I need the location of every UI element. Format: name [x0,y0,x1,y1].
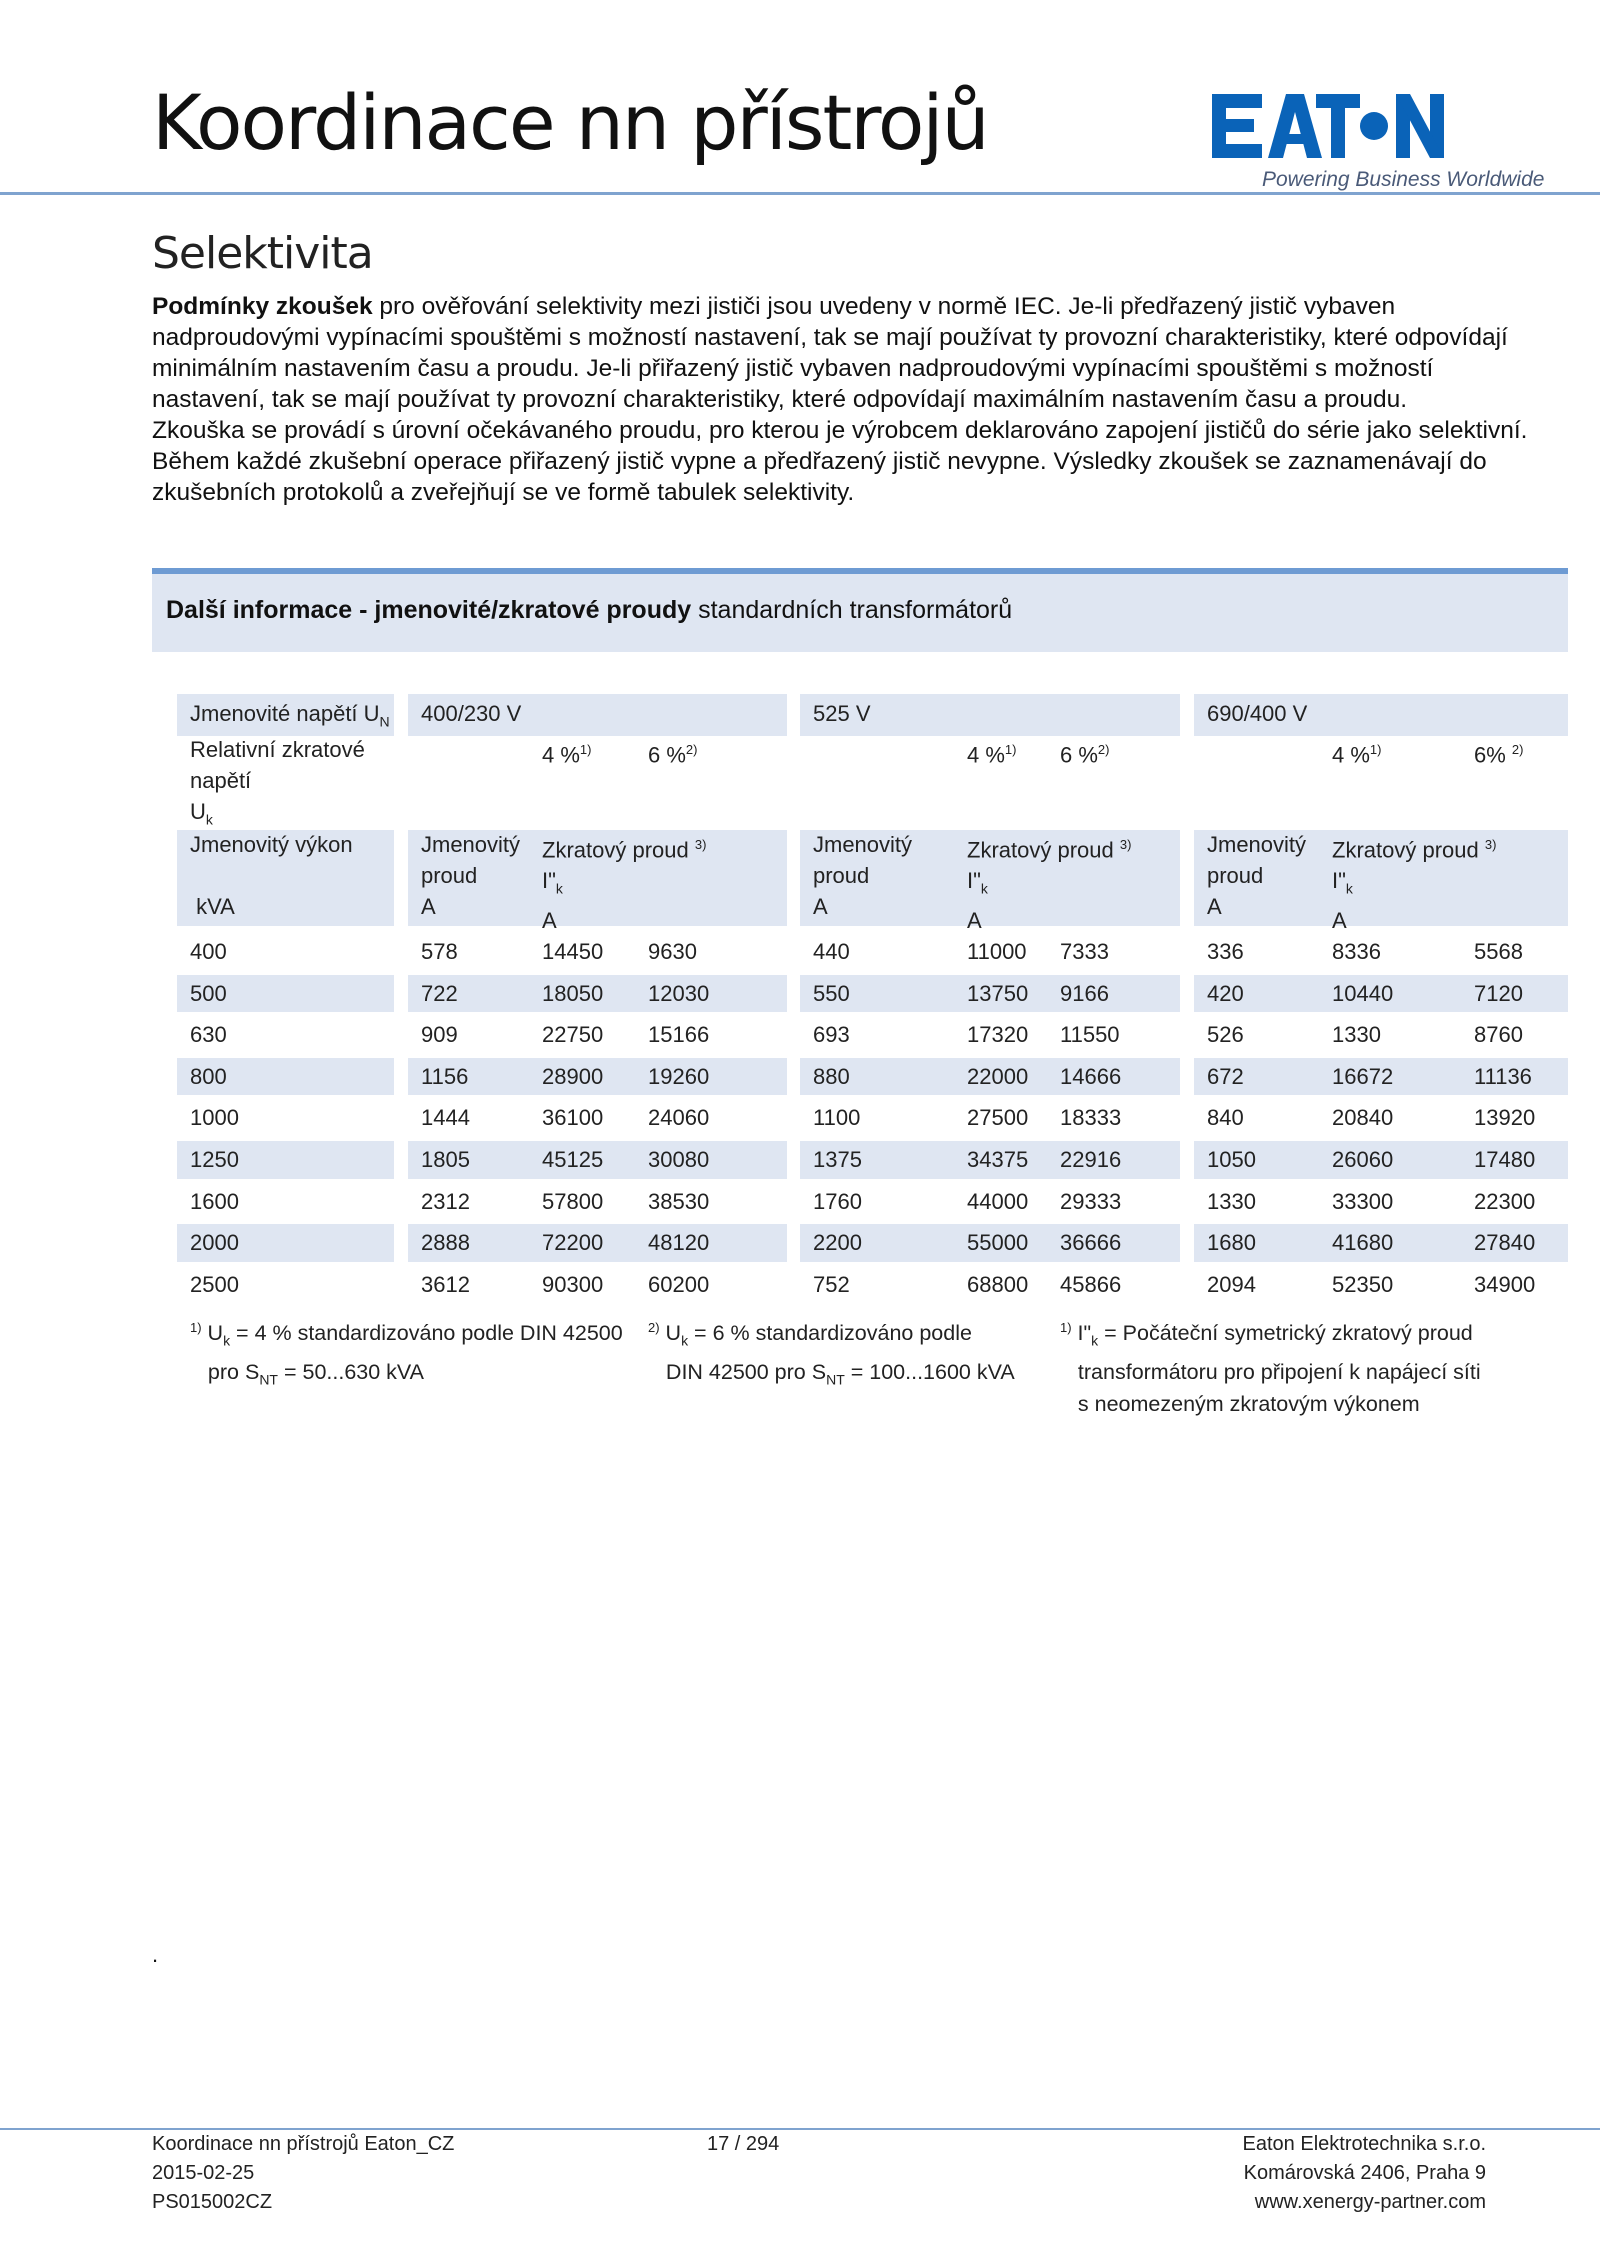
cell-sc4-525: 22000 [967,1063,1029,1089]
cell-sc4-400: 22750 [542,1022,604,1048]
cell-power-kva: 2500 [190,1271,239,1297]
cell-sc6-690: 34900 [1474,1271,1536,1297]
cell-sc4-400: 18050 [542,980,604,1006]
cell-rated-525: 752 [813,1271,850,1297]
info-box-bold: Další informace - jmenovité/zkratové proudy [166,596,692,624]
cell-sc6-525: 22916 [1060,1147,1122,1172]
cell-rated-525: 1375 [813,1147,862,1172]
cell-sc4-525: 13750 [967,980,1029,1006]
logo-tagline: Powering Business Worldwide [1262,168,1545,191]
cell-sc4-400: 57800 [542,1188,604,1214]
cell-rated-525: 1760 [813,1188,862,1214]
cell-sc6-690: 5568 [1474,939,1523,964]
cell-power-kva: 630 [190,1022,227,1048]
cell-sc4-400: 36100 [542,1105,604,1131]
cell-rated-525: 550 [813,980,850,1006]
cell-sc4-690: 26060 [1332,1147,1394,1172]
cell-sc4-690: 20840 [1332,1105,1394,1131]
cell-rated-525: 880 [813,1063,850,1089]
footer-right: Eaton Elektrotechnika s.r.o. Komárovská 2406, Praha 9 www.xenergy-partner.com [1242,2133,1486,2213]
cell-sc6-690: 17480 [1474,1147,1536,1172]
cell-rated-690: 1330 [1207,1188,1256,1214]
cell-sc6-525: 7333 [1060,939,1109,964]
page-number: 17 / 294 [707,2133,780,2155]
cell-sc4-400: 14450 [542,939,604,964]
cell-sc4-525: 27500 [967,1105,1029,1131]
eaton-logo [1212,92,1444,160]
cell-rated-690: 336 [1207,939,1244,964]
header-divider [0,192,1600,195]
cell-sc6-690: 7120 [1474,980,1523,1006]
stray-dot: . [152,1942,159,1967]
cell-rated-400: 1444 [421,1105,470,1131]
cell-power-kva: 1250 [190,1147,239,1172]
cell-sc6-690: 11136 [1474,1063,1532,1089]
cell-sc4-400: 28900 [542,1063,604,1089]
rated-current-525: Jmenovitý proud A [813,832,913,919]
footer-left: Koordinace nn přístrojů Eaton_CZ 2015-02-25 PS015002CZ [152,2133,455,2213]
cell-sc4-690: 41680 [1332,1230,1394,1256]
cell-rated-690: 1680 [1207,1230,1256,1256]
cell-sc4-525: 44000 [967,1188,1029,1214]
cell-sc4-525: 55000 [967,1230,1029,1256]
document-title: Koordinace nn přístrojů [152,78,988,167]
cell-rated-400: 722 [421,980,458,1006]
cell-sc4-690: 33300 [1332,1188,1394,1214]
info-box-rest: standardních transformátorů [691,596,1013,624]
label-rated-voltage: Jmenovité napětí $U_N$ [190,701,390,730]
cell-sc6-400: 30080 [648,1147,710,1172]
cell-power-kva: 400 [190,939,227,964]
cell-rated-690: 526 [1207,1022,1244,1048]
sc-current-400: Zkratový proud $^{3)}$ $I"_k$ A [542,837,707,933]
cell-rated-690: 672 [1207,1063,1244,1089]
cell-power-kva: 800 [190,1063,227,1089]
cell-rated-400: 1805 [421,1147,470,1172]
section-title: Selektivita [152,228,373,279]
cell-sc6-400: 60200 [648,1271,710,1297]
pct4-400: 4 %$^{1)}$ [542,742,592,768]
cell-sc4-690: 8336 [1332,939,1381,964]
cell-rated-400: 2888 [421,1230,470,1256]
cell-sc6-690: 22300 [1474,1188,1536,1214]
cell-sc6-400: 38530 [648,1188,710,1214]
sc-current-525: Zkratový proud $^{3)}$ $I"_k$ A [967,837,1132,933]
cell-rated-525: 1100 [813,1105,861,1131]
paragraph-text-2: Zkouška se provádí s úrovní očekávaného proudu, pro kterou je výrobcem deklarováno zapojení jističů do série jako selektivní. Během každé zkušební operace přiřazený jistič vypne a předřazený jistič nevypne. Výsledky zkoušek se zaznamenávají do zkušebních protokolů a zveřejňují se ve formě tabulek selektivity. [152,417,1528,506]
voltage-690: 690/400 V [1207,701,1308,726]
cell-sc6-525: 9166 [1060,980,1109,1006]
cell-sc4-400: 90300 [542,1271,604,1297]
sc-current-690: Zkratový proud $^{3)}$ $I"_k$ A [1332,837,1497,933]
footnote-3: $^{1)}$ $I"_k$ = Počáteční symetrický zkratový proud transformátoru pro připojení k napájecí síti s neomezeným zkratovým výkonem [1060,1320,1481,1417]
cell-power-kva: 1000 [190,1105,239,1131]
cell-rated-690: 840 [1207,1105,1244,1131]
cell-rated-400: 1156 [421,1063,469,1089]
pct6-525: 6 %$^{2)}$ [1060,742,1110,768]
cell-power-kva: 2000 [190,1230,239,1256]
cell-sc6-525: 36666 [1060,1230,1122,1256]
cell-sc6-400: 15166 [648,1022,710,1048]
rated-current-400: Jmenovitý proud A [421,832,521,919]
pct6-400: 6 %$^{2)}$ [648,742,698,768]
cell-sc4-690: 1330 [1332,1022,1381,1048]
cell-sc4-400: 72200 [542,1230,604,1256]
cell-power-kva: 500 [190,980,227,1006]
cell-sc4-525: 34375 [967,1147,1029,1172]
cell-rated-690: 1050 [1207,1147,1256,1172]
paragraph-text-1: pro ověřování selektivity mezi jističi jsou uvedeny v normě IEC. Je-li předřazený jistič vybaven nadproudovými vypínacími spouštěmi s možností nastavení, tak se mají používat ty provozní charakteristiky, které odpovídají minimálním nastavením času a proudu. Je-li přiřazený jistič vybaven nadproudovými vypínacími spouštěmi s možností nastavení, tak se mají používat ty provozní charakteristiky, které odpovídají maximálním nastavením času a proudu. [152,293,1508,413]
cell-sc6-525: 18333 [1060,1105,1122,1131]
pct4-525: 4 %$^{1)}$ [967,742,1017,768]
cell-sc4-690: 16672 [1332,1063,1394,1089]
intro-paragraph [152,291,1542,508]
footnote-2: $^{2)}$ $U_k = 6$ % standardizováno podle DIN 42500 pro $S_{NT} = 100...1600$ kVA [648,1320,1015,1388]
cell-rated-525: 2200 [813,1230,862,1256]
cell-sc6-400: 19260 [648,1063,710,1089]
cell-sc4-525: 11000 [967,939,1027,964]
cell-sc4-525: 68800 [967,1271,1029,1297]
cell-rated-690: 420 [1207,980,1244,1006]
label-relative-sc-voltage: Relativní zkratové napětí $U_k$ [190,737,365,828]
cell-power-kva: 1600 [190,1188,239,1214]
cell-rated-690: 2094 [1207,1271,1256,1297]
label-rated-power: Jmenovitý výkon kVA [190,832,353,919]
cell-sc6-690: 13920 [1474,1105,1536,1131]
cell-sc6-525: 14666 [1060,1063,1122,1089]
voltage-525: 525 V [813,701,871,726]
paragraph-lead: Podmínky zkoušek [152,293,373,320]
cell-rated-400: 909 [421,1022,458,1048]
cell-sc6-690: 27840 [1474,1230,1536,1256]
cell-sc6-525: 11550 [1060,1022,1120,1048]
cell-rated-400: 578 [421,939,458,964]
cell-sc6-525: 45866 [1060,1271,1122,1297]
cell-sc4-690: 52350 [1332,1271,1394,1297]
cell-sc6-400: 48120 [648,1230,710,1256]
cell-sc6-690: 8760 [1474,1022,1523,1048]
info-box-heading [166,596,1012,625]
cell-sc6-400: 9630 [648,939,697,964]
cell-sc6-400: 12030 [648,980,710,1006]
pct4-690: 4 %$^{1)}$ [1332,742,1382,768]
cell-rated-525: 440 [813,939,850,964]
cell-rated-400: 2312 [421,1188,470,1214]
cell-rated-400: 3612 [421,1271,470,1297]
cell-sc4-690: 10440 [1332,980,1394,1006]
pct6-690: 6% $^{2)}$ [1474,742,1524,768]
cell-rated-525: 693 [813,1022,850,1048]
cell-sc6-400: 24060 [648,1105,710,1131]
cell-sc6-525: 29333 [1060,1188,1122,1214]
rated-current-690: Jmenovitý proud A [1207,832,1307,919]
cell-sc4-400: 45125 [542,1147,604,1172]
footnote-1: $^{1)}$ $U_k = 4$ % standardizováno podle DIN 42500 pro $S_{NT} = 50...630$ kVA [190,1320,623,1388]
voltage-400: 400/230 V [421,701,522,726]
cell-sc4-525: 17320 [967,1022,1029,1048]
